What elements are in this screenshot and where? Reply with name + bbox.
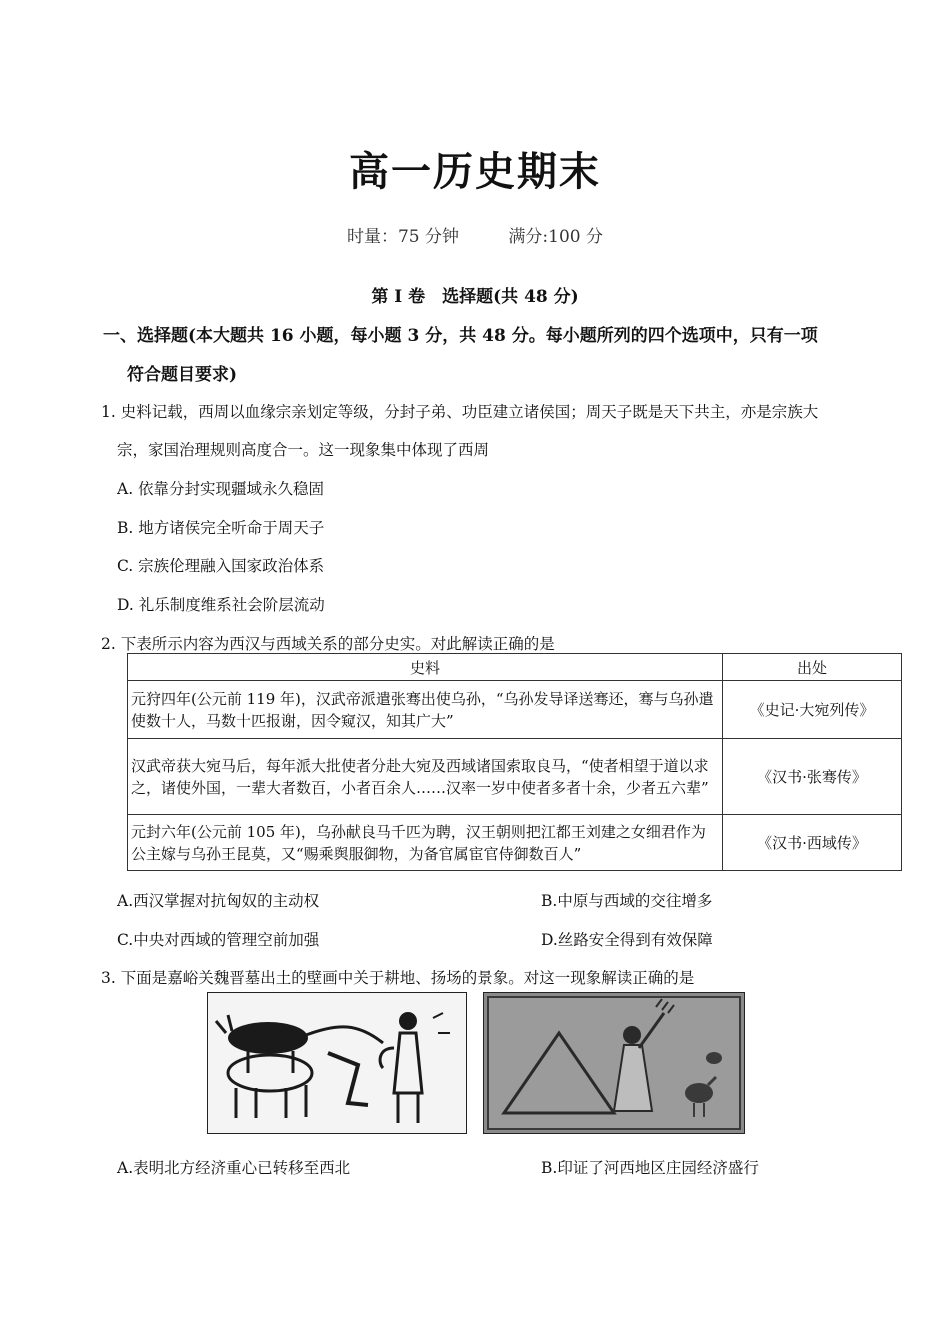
q1-option-b[interactable]: B. 地方诸侯完全听命于周天子	[117, 519, 325, 537]
q2-option-a[interactable]: A.西汉掌握对抗匈奴的主动权	[117, 892, 320, 910]
exam-meta	[0, 222, 950, 247]
mural-plowing-image	[207, 992, 467, 1134]
table-cell-source: 《史记·大宛列传》	[723, 681, 902, 739]
q3-stem: 3. 下面是嘉峪关魏晋墓出土的壁画中关于耕地、扬场的景象。对这一现象解读正确的是	[101, 969, 695, 987]
q2-option-b[interactable]: B.中原与西域的交往增多	[541, 892, 713, 910]
q2-option-c[interactable]: C.中央对西域的管理空前加强	[117, 931, 320, 949]
q2-source-table	[127, 653, 902, 871]
q1-option-a[interactable]: A. 依靠分封实现疆域永久稳固	[117, 480, 325, 498]
table-cell-content: 元狩四年(公元前 119 年)，汉武帝派遣张骞出使乌孙，“乌孙发导译送骞还，骞与乌孙遣使数十人，马数十匹报谢，因令窥汉，知其广大”	[128, 681, 723, 739]
mural-winnowing-image	[483, 992, 745, 1134]
table-cell-content: 元封六年(公元前 105 年)，乌孙献良马千匹为聘，汉王朝则把江都王刘建之女细君作为公主嫁与乌孙王昆莫，又“赐乘舆服御物，为备官属宦官侍御数百人”	[128, 815, 723, 871]
section-instructions-line1: 一、选择题(本大题共 16 小题，每小题 3 分，共 48 分。每小题所列的四个选项中，只有一项	[103, 326, 818, 346]
table-cell-content: 汉武帝获大宛马后，每年派大批使者分赴大宛及西域诸国索取良马，“使者相望于道以求之，诸使外国，一辈大者数百，小者百余人……汉率一岁中使者多者十余，少者五六辈”	[128, 739, 723, 815]
table-cell-source: 《汉书·西域传》	[723, 815, 902, 871]
q1-option-d[interactable]: D. 礼乐制度维系社会阶层流动	[117, 596, 325, 614]
table-header-content: 史料	[128, 654, 723, 681]
q3-option-b[interactable]: B.印证了河西地区庄园经济盛行	[541, 1159, 759, 1177]
table-row	[128, 681, 902, 739]
table-row	[128, 815, 902, 871]
q1-option-c[interactable]: C. 宗族伦理融入国家政治体系	[117, 557, 325, 575]
time-limit: 时量：75 分钟	[346, 227, 460, 247]
full-score: 满分:100 分	[508, 227, 604, 247]
part-heading: 第 Ⅰ 卷 选择题(共 48 分)	[371, 287, 579, 307]
table-row	[128, 739, 902, 815]
winnowing-illustration	[484, 993, 744, 1133]
q2-option-d[interactable]: D.丝路安全得到有效保障	[541, 931, 713, 949]
table-header-row	[128, 654, 902, 681]
page-title: 高一历史期末	[349, 149, 601, 195]
q1-stem-line2: 宗，家国治理规则高度合一。这一现象集中体现了西周	[117, 441, 490, 459]
table-header-source: 出处	[723, 654, 902, 681]
ox-plow-illustration	[208, 993, 466, 1133]
q3-option-a[interactable]: A.表明北方经济重心已转移至西北	[117, 1159, 351, 1177]
q1-stem-line1: 1. 史料记载，西周以血缘宗亲划定等级，分封子弟、功臣建立诸侯国；周天子既是天下共主，亦是宗族大	[101, 403, 819, 421]
q2-stem: 2. 下表所示内容为西汉与西域关系的部分史实。对此解读正确的是	[101, 635, 555, 653]
table-cell-source: 《汉书·张骞传》	[723, 739, 902, 815]
section-instructions-line2: 符合题目要求)	[127, 365, 238, 385]
